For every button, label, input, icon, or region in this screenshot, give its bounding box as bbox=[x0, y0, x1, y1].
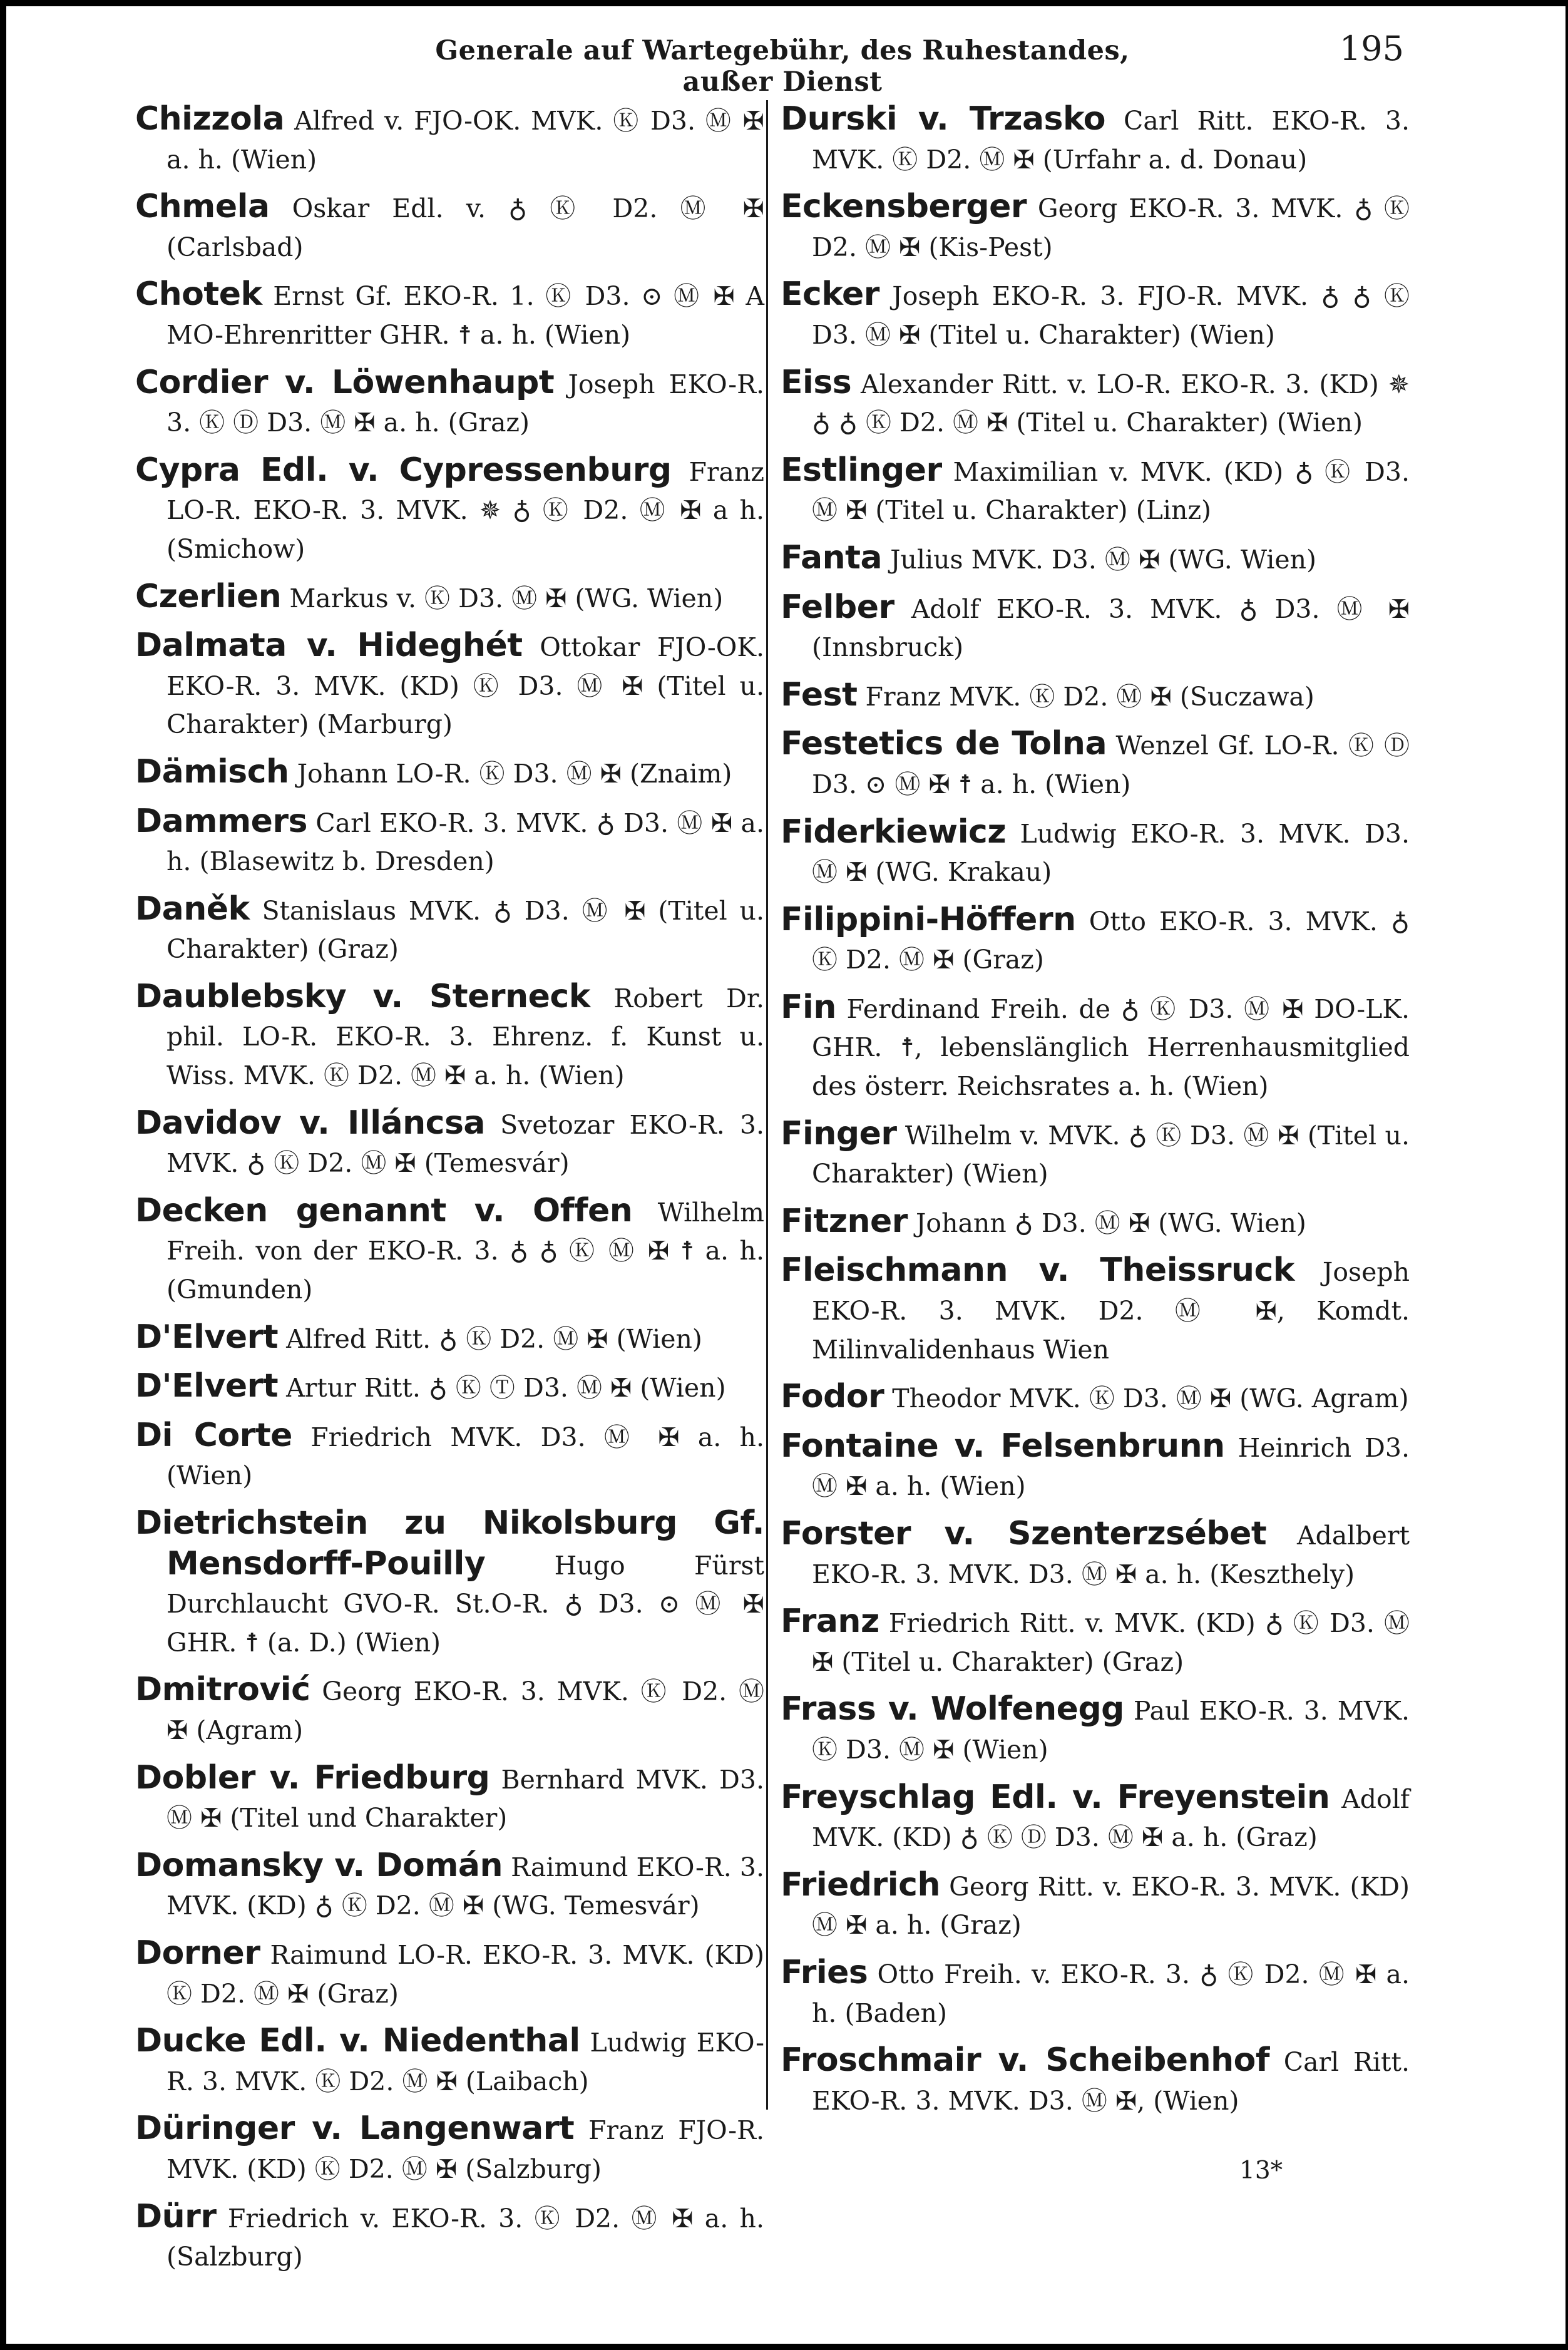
entry-details: Alfred v. FJO-OK. MVK. Ⓚ D3. Ⓜ ✠ a. h. (Wien) bbox=[167, 106, 764, 175]
entry-name: Durski v. Trzasko bbox=[781, 100, 1105, 138]
register-entry bbox=[135, 2022, 764, 2101]
register-entry bbox=[135, 364, 764, 443]
entry-name: Davidov v. Illáncsa bbox=[135, 1104, 485, 1142]
register-entry bbox=[781, 813, 1410, 892]
register-entry bbox=[135, 578, 764, 618]
entry-details: Franz FJO-R. MVK. (KD) Ⓚ D2. Ⓜ ✠ (Salzburg) bbox=[167, 2115, 764, 2184]
entry-details: Georg Ritt. v. EKO-R. 3. MVK. (KD) Ⓜ ✠ a. h. (Graz) bbox=[812, 1871, 1410, 1941]
entry-name: Dietrichstein zu Nikolsburg Gf. Mensdorff-Pouilly bbox=[135, 1504, 764, 1583]
register-entry bbox=[781, 1427, 1410, 1506]
entry-name: Dammers bbox=[135, 802, 307, 840]
entry-details: Joseph EKO-R. 3. FJO-R. MVK. ♁ ♁ Ⓚ D3. Ⓜ ✠ (Titel u. Charakter) (Wien) bbox=[812, 281, 1410, 350]
sheet-signature: 13* bbox=[1239, 2157, 1283, 2185]
register-entry bbox=[135, 1104, 764, 1183]
register-entry bbox=[781, 1690, 1410, 1769]
entry-details: Friedrich MVK. D3. Ⓜ ✠ a. h. (Wien) bbox=[167, 1422, 764, 1491]
register-entry bbox=[781, 1515, 1410, 1594]
page-number: 195 bbox=[1339, 29, 1404, 68]
register-entry bbox=[781, 1954, 1410, 2033]
entry-details: Bernhard MVK. D3. Ⓜ ✠ (Titel und Charakter) bbox=[167, 1764, 764, 1834]
entry-name: Dmitrović bbox=[135, 1671, 310, 1709]
register-entry bbox=[135, 1367, 764, 1408]
entry-name: Ecker bbox=[781, 275, 879, 314]
register-entry bbox=[781, 1115, 1410, 1194]
entry-details: Franz LO-R. EKO-R. 3. MVK. ✵ ♁ Ⓚ D2. Ⓜ ✠ a h. (Smichow) bbox=[167, 456, 764, 564]
entry-name: Daněk bbox=[135, 890, 250, 928]
register-entry bbox=[135, 2110, 764, 2188]
entry-details: Wilhelm Freih. von der EKO-R. 3. ♁ ♁ Ⓚ Ⓜ ✠ ☨ a. h. (Gmunden) bbox=[167, 1197, 764, 1305]
entry-details: Ludwig EKO-R. 3. MVK. D3. Ⓜ ✠ (WG. Krakau) bbox=[812, 818, 1410, 888]
entry-details: Artur Ritt. ♁ Ⓚ Ⓣ D3. Ⓜ ✠ (Wien) bbox=[286, 1373, 726, 1403]
entry-details: Ferdinand Freih. de ♁ Ⓚ D3. Ⓜ ✠ DO-LK. GHR. ☨, lebenslänglich Herrenhausmitglied des österr. Reichsrates a. h. (Wien) bbox=[812, 993, 1410, 1102]
entry-details: Hugo Fürst Durchlaucht GVO-R. St.O-R. ♁ D3. ⊙ Ⓜ ✠ GHR. ☨ (a. D.) (Wien) bbox=[167, 1550, 764, 1658]
entry-name: Chotek bbox=[135, 275, 262, 314]
entry-name: Fest bbox=[781, 675, 858, 714]
entry-name: Estlinger bbox=[781, 451, 942, 489]
entry-details: Alexander Ritt. v. LO-R. EKO-R. 3. (KD) ✵ ♁ ♁ Ⓚ D2. Ⓜ ✠ (Titel u. Charakter) (Wien) bbox=[812, 369, 1410, 438]
register-entry bbox=[781, 1866, 1410, 1945]
entry-name: Di Corte bbox=[135, 1416, 292, 1454]
register-entry bbox=[135, 1417, 764, 1496]
entry-name: Freyschlag Edl. v. Freyenstein bbox=[781, 1778, 1330, 1816]
entry-details: Ludwig EKO-R. 3. MVK. Ⓚ D2. Ⓜ ✠ (Laibach) bbox=[167, 2028, 764, 2096]
register-entry bbox=[135, 1847, 764, 1926]
entry-name: Decken genannt v. Offen bbox=[135, 1191, 633, 1229]
entry-name: Froschmair v. Scheibenhof bbox=[781, 2041, 1269, 2080]
register-entry bbox=[781, 901, 1410, 980]
entry-name: Fontaine v. Felsenbrunn bbox=[781, 1427, 1225, 1465]
register-entry bbox=[135, 1934, 764, 2013]
entry-name: D'Elvert bbox=[135, 1318, 279, 1356]
entry-details: Svetozar EKO-R. 3. MVK. ♁ Ⓚ D2. Ⓜ ✠ (Temesvár) bbox=[167, 1109, 764, 1179]
register-entry bbox=[781, 100, 1410, 179]
entry-details: Markus v. Ⓚ D3. Ⓜ ✠ (WG. Wien) bbox=[289, 583, 724, 613]
entry-details: Carl EKO-R. 3. MVK. ♁ D3. Ⓜ ✠ a. h. (Blasewitz b. Dresden) bbox=[167, 808, 764, 877]
entry-details: Joseph EKO-R. 3. MVK. D2. Ⓜ ✠, Komdt. Milinvalidenhaus Wien bbox=[812, 1257, 1410, 1365]
entry-name: Filippini-Höffern bbox=[781, 900, 1076, 938]
entry-details: Otto EKO-R. 3. MVK. ♁ Ⓚ D2. Ⓜ ✠ (Graz) bbox=[812, 906, 1410, 975]
entry-details: Maximilian v. MVK. (KD) ♁ Ⓚ D3. Ⓜ ✠ (Titel u. Charakter) (Linz) bbox=[812, 456, 1410, 526]
entry-name: Czerlien bbox=[135, 577, 282, 615]
entry-details: Ernst Gf. EKO-R. 1. Ⓚ D3. ⊙ Ⓜ ✠ A MO-Ehrenritter GHR. ☨ a. h. (Wien) bbox=[167, 281, 764, 350]
entry-details: Carl Ritt. EKO-R. 3. MVK. Ⓚ D2. Ⓜ ✠ (Urfahr a. d. Donau) bbox=[812, 106, 1410, 175]
entry-details: Wilhelm v. MVK. ♁ Ⓚ D3. Ⓜ ✠ (Titel u. Charakter) (Wien) bbox=[812, 1120, 1410, 1189]
entry-details: Otto Freih. v. EKO-R. 3. ♁ Ⓚ D2. Ⓜ ✠ a. h. (Baden) bbox=[812, 1959, 1410, 2028]
entry-name: Festetics de Tolna bbox=[781, 725, 1107, 763]
entry-name: Frass v. Wolfenegg bbox=[781, 1690, 1124, 1728]
register-entry bbox=[781, 1251, 1410, 1369]
register-entry bbox=[135, 1192, 764, 1310]
register-entry bbox=[781, 364, 1410, 443]
register-entry bbox=[135, 100, 764, 179]
register-entry bbox=[781, 275, 1410, 354]
register-entry bbox=[135, 2198, 764, 2277]
entry-details: Paul EKO-R. 3. MVK. Ⓚ D3. Ⓜ ✠ (Wien) bbox=[812, 1696, 1410, 1765]
entry-name: Dalmata v. Hideghét bbox=[135, 627, 523, 665]
entry-name: Fitzner bbox=[781, 1202, 908, 1240]
entry-details: Joseph EKO-R. 3. Ⓚ Ⓓ D3. Ⓜ ✠ a. h. (Graz) bbox=[167, 369, 764, 438]
entry-name: Düringer v. Langenwart bbox=[135, 2110, 575, 2148]
register-entry bbox=[781, 539, 1410, 580]
entry-details: Ottokar FJO-OK. EKO-R. 3. MVK. (KD) Ⓚ D3. Ⓜ ✠ (Titel u. Charakter) (Marburg) bbox=[167, 632, 764, 740]
entry-details: Friedrich v. EKO-R. 3. Ⓚ D2. Ⓜ ✠ a. h. (Salzburg) bbox=[167, 2203, 764, 2272]
register-entry bbox=[135, 978, 764, 1095]
register-entry bbox=[781, 676, 1410, 717]
register-entry bbox=[781, 1778, 1410, 1857]
entry-details: Adalbert EKO-R. 3. MVK. D3. Ⓜ ✠ a. h. (Keszthely) bbox=[812, 1521, 1410, 1589]
register-entry bbox=[781, 725, 1410, 804]
register-entry bbox=[135, 1671, 764, 1750]
entry-name: Ducke Edl. v. Niedenthal bbox=[135, 2022, 580, 2060]
register-entry bbox=[781, 1203, 1410, 1243]
entry-details: Alfred Ritt. ♁ Ⓚ D2. Ⓜ ✠ (Wien) bbox=[286, 1323, 702, 1354]
entry-details: Raimund EKO-R. 3. MVK. (KD) ♁ Ⓚ D2. Ⓜ ✠ (WG. Temesvár) bbox=[167, 1852, 764, 1921]
register-entry bbox=[781, 188, 1410, 267]
register-entry bbox=[135, 627, 764, 744]
entry-name: Dorner bbox=[135, 1934, 260, 1972]
register-entry bbox=[781, 588, 1410, 667]
entry-name: Dürr bbox=[135, 2197, 217, 2235]
register-entry bbox=[135, 803, 764, 881]
entry-name: Domansky v. Domán bbox=[135, 1846, 503, 1884]
entry-name: Eiss bbox=[781, 363, 852, 401]
entry-name: Fries bbox=[781, 1953, 868, 1991]
entry-details: Robert Dr. phil. LO-R. EKO-R. 3. Ehrenz. f. Kunst u. Wiss. MVK. Ⓚ D2. Ⓜ ✠ a. h. (Wien) bbox=[167, 983, 764, 1091]
entry-name: Franz bbox=[781, 1603, 879, 1641]
register-entry bbox=[781, 1378, 1410, 1419]
entry-name: Forster v. Szenterzsébet bbox=[781, 1515, 1267, 1552]
entry-details: Raimund LO-R. EKO-R. 3. MVK. (KD) Ⓚ D2. Ⓜ ✠ (Graz) bbox=[167, 1939, 764, 2009]
entry-name: Chmela bbox=[135, 188, 270, 226]
register-entry bbox=[135, 1318, 764, 1359]
entry-name: Fleischmann v. Theissruck bbox=[781, 1251, 1294, 1290]
entry-name: Cordier v. Löwenhaupt bbox=[135, 363, 555, 401]
running-head: Generale auf Wartegebühr, des Ruhestandes, außer Dienst bbox=[435, 35, 1130, 98]
entry-details: Julius MVK. D3. Ⓜ ✠ (WG. Wien) bbox=[890, 544, 1317, 575]
entry-name: Fanta bbox=[781, 538, 883, 577]
entry-name: Fiderkiewicz bbox=[781, 813, 1007, 851]
entry-details: Adolf MVK. (KD) ♁ Ⓚ Ⓓ D3. Ⓜ ✠ a. h. (Graz) bbox=[812, 1783, 1410, 1853]
entry-name: Friedrich bbox=[781, 1865, 940, 1904]
entry-details: Friedrich Ritt. v. MVK. (KD) ♁ Ⓚ D3. Ⓜ ✠ (Titel u. Charakter) (Graz) bbox=[812, 1608, 1410, 1677]
register-entry bbox=[135, 890, 764, 969]
entry-name: Chizzola bbox=[135, 100, 285, 138]
register-entry bbox=[781, 451, 1410, 530]
entry-name: Daublebsky v. Sterneck bbox=[135, 977, 590, 1015]
entry-details: Georg EKO-R. 3. MVK. ♁ Ⓚ D2. Ⓜ ✠ (Kis-Pest) bbox=[812, 193, 1410, 262]
register-entry bbox=[781, 2041, 1410, 2120]
register-entry bbox=[135, 188, 764, 267]
entry-details: Franz MVK. Ⓚ D2. Ⓜ ✠ (Suczawa) bbox=[865, 681, 1314, 712]
register-entry bbox=[135, 275, 764, 354]
entry-name: Felber bbox=[781, 588, 894, 626]
entry-details: Oskar Edl. v. ♁ Ⓚ D2. Ⓜ ✠ (Carlsbad) bbox=[167, 193, 764, 262]
entry-details: Carl Ritt. EKO-R. 3. MVK. D3. Ⓜ ✠, (Wien) bbox=[812, 2047, 1410, 2116]
register-entry bbox=[135, 1759, 764, 1838]
entry-name: D'Elvert bbox=[135, 1367, 279, 1405]
left-column bbox=[135, 100, 764, 2286]
entry-name: Fodor bbox=[781, 1378, 884, 1416]
entry-details: Wenzel Gf. LO-R. Ⓚ Ⓓ D3. ⊙ Ⓜ ✠ ☨ a. h. (Wien) bbox=[812, 731, 1410, 799]
entry-details: Georg EKO-R. 3. MVK. Ⓚ D2. Ⓜ ✠ (Agram) bbox=[167, 1676, 764, 1745]
entry-details: Johann LO-R. Ⓚ D3. Ⓜ ✠ (Znaim) bbox=[297, 758, 732, 789]
entry-name: Finger bbox=[781, 1114, 897, 1152]
register-entry bbox=[135, 451, 764, 569]
entry-details: Stanislaus MVK. ♁ D3. Ⓜ ✠ (Titel u. Charakter) (Graz) bbox=[167, 895, 764, 965]
column-divider bbox=[766, 100, 768, 2110]
register-entry bbox=[135, 1504, 764, 1662]
register-entry bbox=[135, 753, 764, 794]
entry-name: Eckensberger bbox=[781, 188, 1027, 226]
entry-details: Heinrich D3. Ⓜ ✠ a. h. (Wien) bbox=[812, 1432, 1410, 1502]
entry-name: Dämisch bbox=[135, 752, 289, 791]
entry-name: Cypra Edl. v. Cypressenburg bbox=[135, 451, 672, 489]
entry-name: Fin bbox=[781, 988, 836, 1026]
right-column bbox=[781, 100, 1410, 2129]
entry-details: Adolf EKO-R. 3. MVK. ♁ D3. Ⓜ ✠ (Innsbruck) bbox=[812, 593, 1410, 663]
entry-name: Dobler v. Friedburg bbox=[135, 1758, 490, 1797]
entry-details: Theodor MVK. Ⓚ D3. Ⓜ ✠ (WG. Agram) bbox=[892, 1383, 1409, 1414]
register-entry bbox=[781, 1603, 1410, 1681]
entry-details: Johann ♁ D3. Ⓜ ✠ (WG. Wien) bbox=[915, 1208, 1306, 1238]
register-entry bbox=[781, 988, 1410, 1106]
